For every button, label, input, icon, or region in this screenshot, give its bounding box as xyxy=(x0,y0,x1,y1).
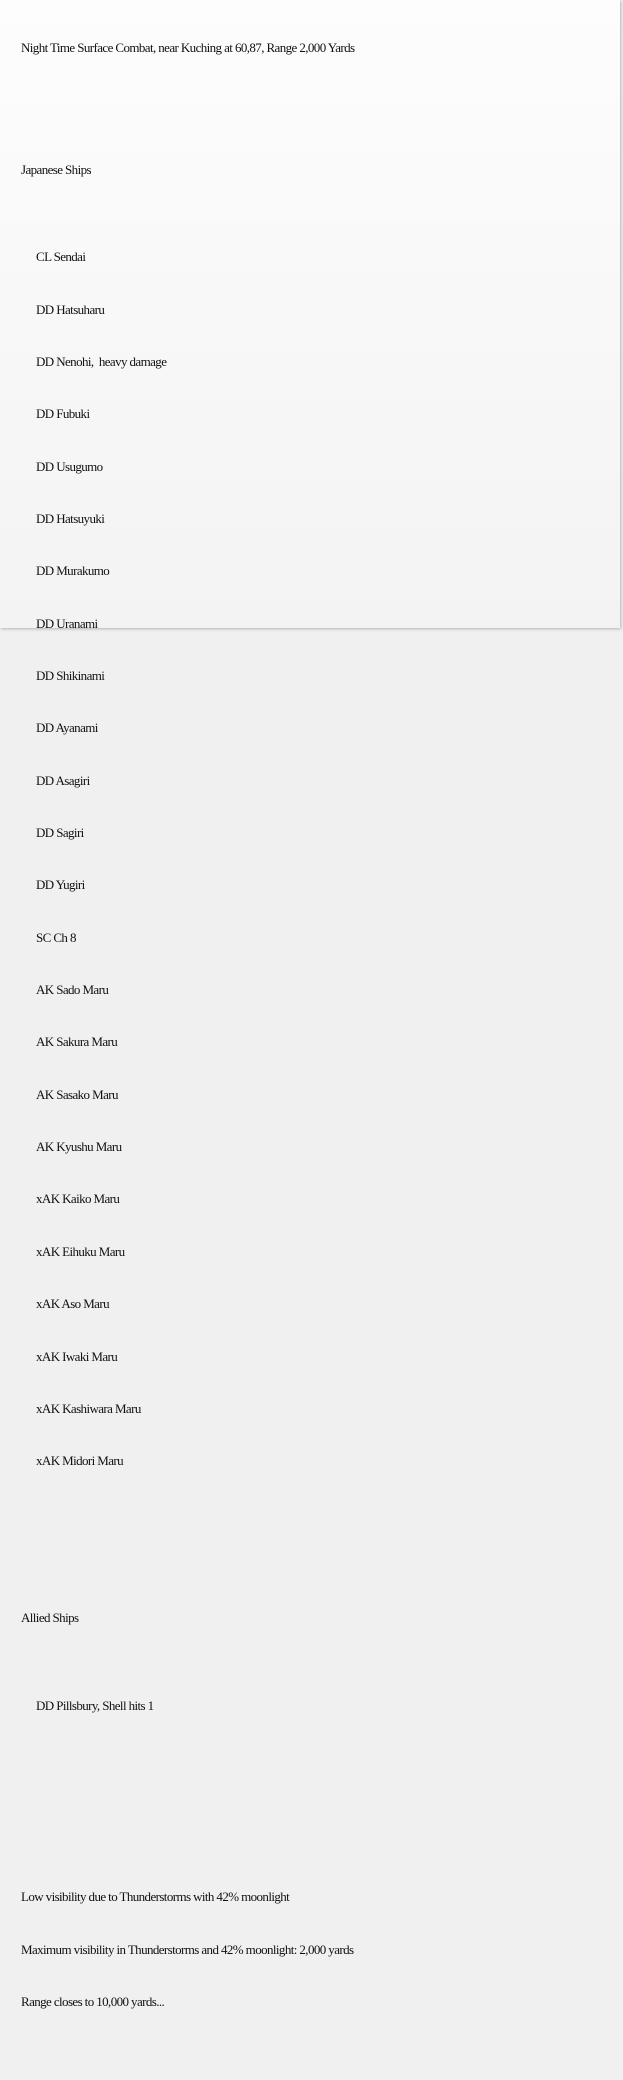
japanese-ship: AK Sado Maru xyxy=(36,982,109,998)
japanese-ship: DD Hatsuharu xyxy=(36,301,105,317)
note-line: Maximum visibility in Thunderstorms and 42% moonlight: 2,000 yards xyxy=(21,1941,354,1957)
japanese-ship: DD Murakumo xyxy=(36,563,110,579)
allied-ships-heading: Allied Ships xyxy=(21,1610,79,1626)
japanese-ship: xAK Kashiwara Maru xyxy=(36,1400,141,1416)
japanese-ship: DD Hatsuyuki xyxy=(36,511,105,527)
japanese-ship: xAK Eihuku Maru xyxy=(36,1243,125,1259)
japanese-ship: DD Sagiri xyxy=(36,825,84,841)
japanese-ship: AK Sakura Maru xyxy=(36,1034,118,1050)
japanese-ships-heading: Japanese Ships xyxy=(21,162,91,178)
japanese-ship: AK Kyushu Maru xyxy=(36,1139,122,1155)
japanese-ship: xAK Iwaki Maru xyxy=(36,1348,118,1364)
japanese-ship: SC Ch 8 xyxy=(36,929,76,945)
combat-report-text xyxy=(21,4,355,2080)
note-line: Range closes to 10,000 yards... xyxy=(21,1994,165,2010)
japanese-ship: xAK Aso Maru xyxy=(36,1296,109,1312)
spacer xyxy=(21,1539,355,1556)
allied-ship: DD Pillsbury, Shell hits 1 xyxy=(36,1697,154,1713)
allied-ship-list xyxy=(21,1662,355,1749)
japanese-ship-list xyxy=(21,213,355,1504)
visibility-notes xyxy=(21,1854,355,2046)
japanese-ship: DD Usugumo xyxy=(36,458,103,474)
japanese-ship: xAK Midori Maru xyxy=(36,1453,124,1469)
japanese-ship: DD Asagiri xyxy=(36,772,90,788)
japanese-ship: DD Yugiri xyxy=(36,877,85,893)
note-line: Low visibility due to Thunderstorms with 42% moonlight xyxy=(21,1889,290,1905)
japanese-ship: DD Nenohi, heavy damage xyxy=(36,353,167,369)
japanese-ship: DD Uranami xyxy=(36,615,98,631)
spacer xyxy=(21,91,355,108)
combat-title: Night Time Surface Combat, near Kuching at 60,87, Range 2,000 Yards xyxy=(21,39,355,55)
japanese-ship: DD Ayanami xyxy=(36,720,98,736)
japanese-ship: AK Sasako Maru xyxy=(36,1086,118,1102)
japanese-ship: xAK Kaiko Maru xyxy=(36,1191,120,1207)
japanese-ship: CL Sendai xyxy=(36,249,86,265)
japanese-ship: DD Fubuki xyxy=(36,406,90,422)
spacer xyxy=(21,1784,355,1801)
japanese-ship: DD Shikinami xyxy=(36,668,105,684)
